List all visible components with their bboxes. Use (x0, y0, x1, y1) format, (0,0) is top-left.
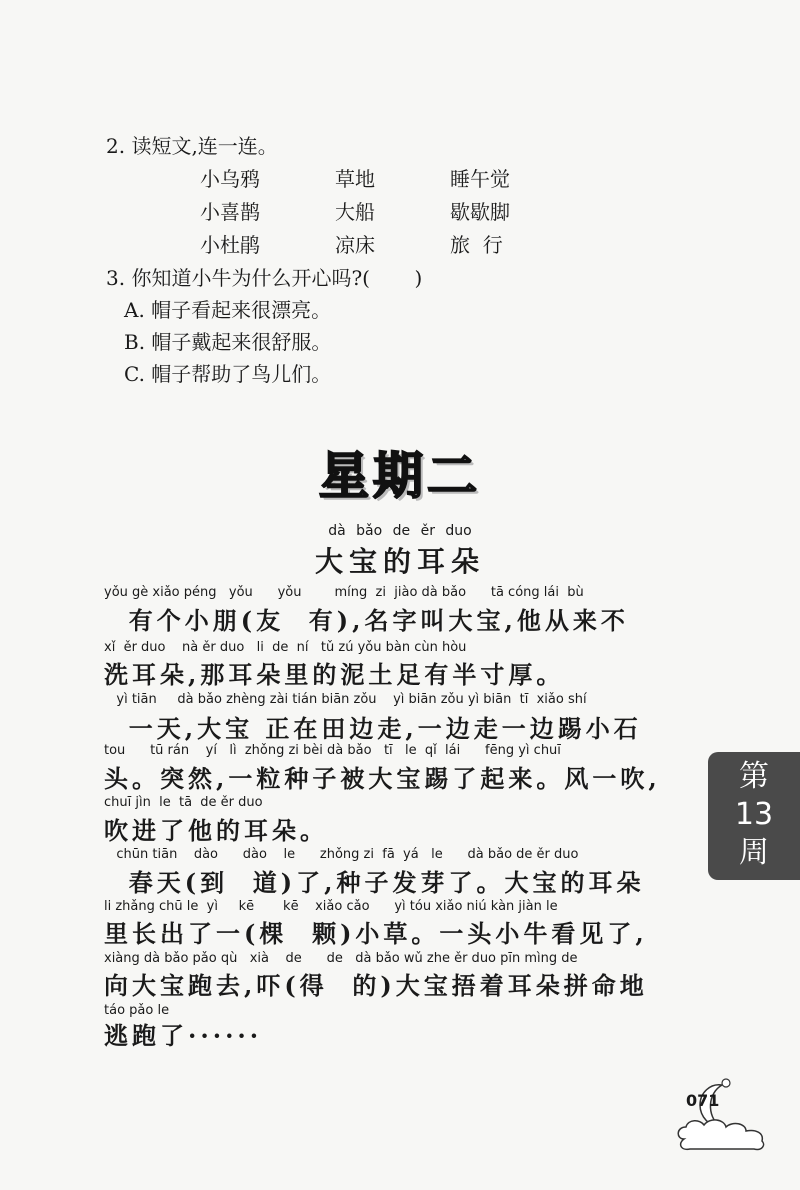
option-a: A. 帽子看起来很漂亮。 (124, 298, 332, 322)
text-line: 一天,大宝 正在田边走,一边走一边踢小石 (104, 714, 642, 743)
pinyin-line: li zhǎng chū le yì kē kē xiǎo cǎo yì tóu xiǎo niú kàn jiàn le (104, 899, 558, 914)
match-col3-item: 旅 行 (450, 233, 503, 257)
text-line: 春天(到 道)了,种子发芽了。大宝的耳朵 (104, 868, 645, 897)
text-line: 有个小朋(友 有),名字叫大宝,他从来不 (104, 606, 629, 635)
pinyin-line: yì tiān dà bǎo zhèng zài tián biān zǒu yì biān zǒu yì biān tī xiǎo shí (104, 692, 587, 707)
pinyin-line: yǒu gè xiǎo péng yǒu yǒu míng zi jiào dà bǎo tā cóng lái bù (104, 585, 584, 600)
text-line: 向大宝跑去,吓(得 的)大宝捂着耳朵拼命地 (104, 971, 648, 1000)
match-col1-item: 小喜鹊 (200, 200, 260, 224)
match-col3-item: 歇歇脚 (450, 200, 510, 224)
option-c: C. 帽子帮助了鸟儿们。 (124, 362, 332, 386)
text-line: 洗耳朵,那耳朵里的泥土足有半寸厚。 (104, 660, 565, 689)
match-col2-item: 大船 (335, 200, 375, 224)
page-number: 071 (686, 1091, 720, 1110)
day-heading: 星期二 (319, 447, 481, 505)
question-3-title: 3. 你知道小牛为什么开心吗?( ) (106, 266, 423, 290)
pinyin-line: xǐ ěr duo nà ěr duo li de ní tǔ zú yǒu bàn cùn hòu (104, 640, 467, 655)
match-col1-item: 小杜鹃 (200, 233, 260, 257)
page-number-area (670, 1075, 800, 1155)
week-tab (708, 752, 800, 880)
text-line: 头。突然,一粒种子被大宝踢了起来。风一吹, (104, 764, 661, 793)
pinyin-line: táo pǎo le (104, 1003, 170, 1018)
pinyin-line: chūn tiān dào dào le zhǒng zi fā yá le dà bǎo de ěr duo (104, 847, 579, 862)
text-line: 吹进了他的耳朵。 (104, 816, 328, 845)
question-2-title: 2. 读短文,连一连。 (106, 134, 278, 158)
match-col3-item: 睡午觉 (450, 167, 510, 191)
option-b: B. 帽子戴起来很舒服。 (124, 330, 332, 354)
text-line: 逃跑了······ (104, 1021, 263, 1050)
pinyin-line: xiàng dà bǎo pǎo qù xià de de dà bǎo wǔ zhe ěr duo pīn mìng de (104, 951, 578, 966)
match-col2-item: 凉床 (335, 233, 375, 257)
match-col1-item: 小乌鸦 (200, 167, 260, 191)
week-tab-prefix: 第 (739, 759, 769, 794)
cloud-moon-icon (670, 1075, 800, 1155)
pinyin-line: chuī jìn le tā de ěr duo (104, 795, 263, 810)
week-tab-number: 13 (734, 797, 774, 832)
story-title: 大宝的耳朵 (314, 545, 485, 578)
week-tab-suffix: 周 (739, 835, 769, 870)
story-title-pinyin: dà bǎo de ěr duo (328, 523, 472, 539)
text-line: 里长出了一(棵 颗)小草。一头小牛看见了, (104, 919, 648, 948)
match-col2-item: 草地 (335, 167, 375, 191)
pinyin-line: tou tū rán yí lì zhǒng zi bèi dà bǎo tī le qǐ lái fēng yì chuī (104, 743, 561, 758)
